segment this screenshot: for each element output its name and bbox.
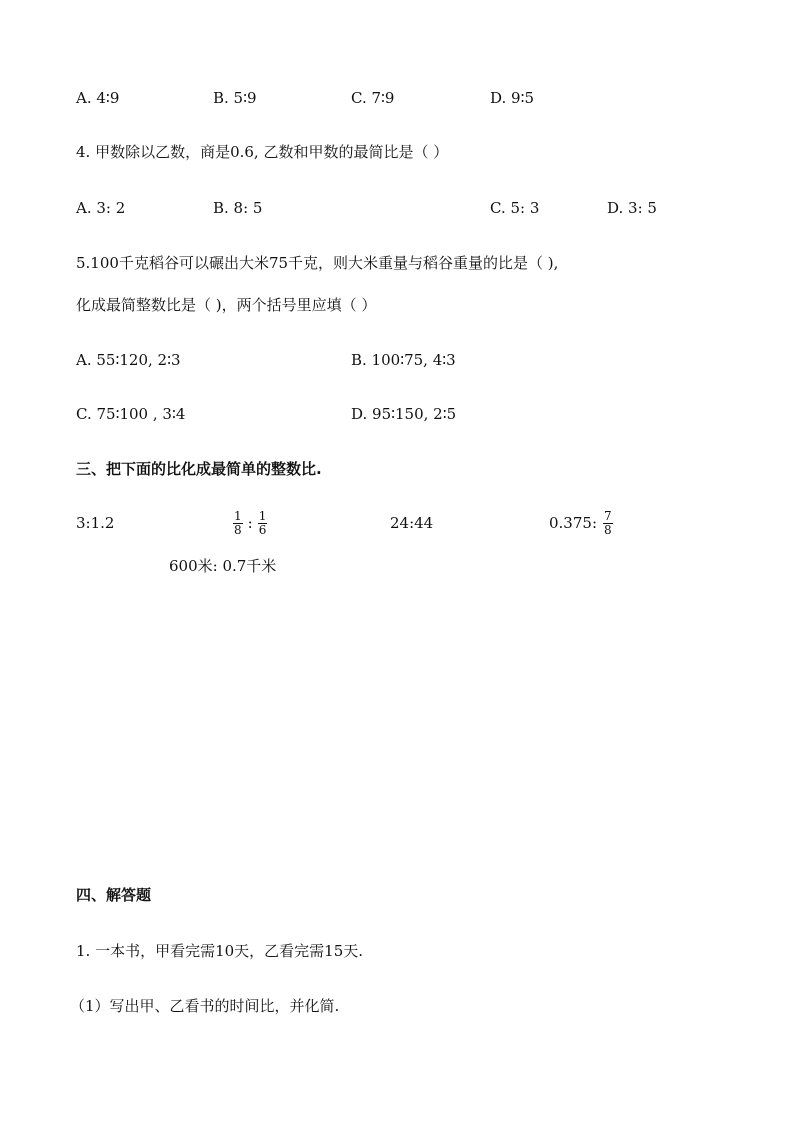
q4-option-c: C. 5: 3 xyxy=(490,199,540,217)
q4-option-b: B. 8: 5 xyxy=(213,199,263,217)
section4-q1: 1. 一本书，甲看完需10天，乙看完需15天. xyxy=(76,942,364,960)
ratio-colon: : xyxy=(247,514,253,532)
fraction-denominator: 6 xyxy=(258,522,267,537)
q5-option-c: C. 75∶100 , 3∶4 xyxy=(76,405,186,423)
q3-option-c: C. 7∶9 xyxy=(351,89,395,107)
fraction-denominator: 8 xyxy=(234,522,242,537)
fraction-numerator: 7 xyxy=(604,508,612,523)
q3-option-d: D. 9∶5 xyxy=(490,89,535,107)
q5-option-b: B. 100∶75, 4∶3 xyxy=(351,351,456,369)
ratio-item-1: 3:1.2 xyxy=(76,514,115,532)
fraction-one-sixth xyxy=(258,510,268,537)
q5-option-a: A. 55∶120, 2∶3 xyxy=(76,351,181,369)
ratio-item-2 xyxy=(231,507,269,539)
q5-option-d: D. 95∶150, 2∶5 xyxy=(351,405,457,423)
q4-option-d: D. 3: 5 xyxy=(607,199,657,217)
q3-option-a: A. 4∶9 xyxy=(76,89,120,107)
ratio-item-5: 600米: 0.7千米 xyxy=(169,557,277,575)
q4-stem: 4. 甲数除以乙数，商是0.6, 乙数和甲数的最简比是（ ） xyxy=(76,143,449,161)
fraction-one-eighth xyxy=(233,510,243,537)
q4-option-a: A. 3: 2 xyxy=(76,199,126,217)
section4-heading: 四、解答题 xyxy=(76,886,152,904)
section4-q1-part1: （1）写出甲、乙看书的时间比，并化简. xyxy=(70,997,340,1015)
ratio-item-3: 24:44 xyxy=(390,514,434,532)
q5-stem-line1: 5.100千克稻谷可以碾出大米75千克，则大米重量与稻谷重量的比是（ ), xyxy=(76,254,559,272)
section3-heading: 三、把下面的比化成最简单的整数比. xyxy=(76,460,322,478)
fraction-seven-eighths xyxy=(603,510,613,537)
ratio-item-4 xyxy=(549,507,615,539)
fraction-numerator: 1 xyxy=(234,508,242,523)
fraction-numerator: 1 xyxy=(258,508,267,523)
q5-stem-line2: 化成最简整数比是（ )，两个括号里应填（ ） xyxy=(76,296,377,314)
q3-option-b: B. 5∶9 xyxy=(213,89,257,107)
fraction-denominator: 8 xyxy=(604,522,612,537)
ratio-item-4-prefix: 0.375: xyxy=(549,514,597,532)
